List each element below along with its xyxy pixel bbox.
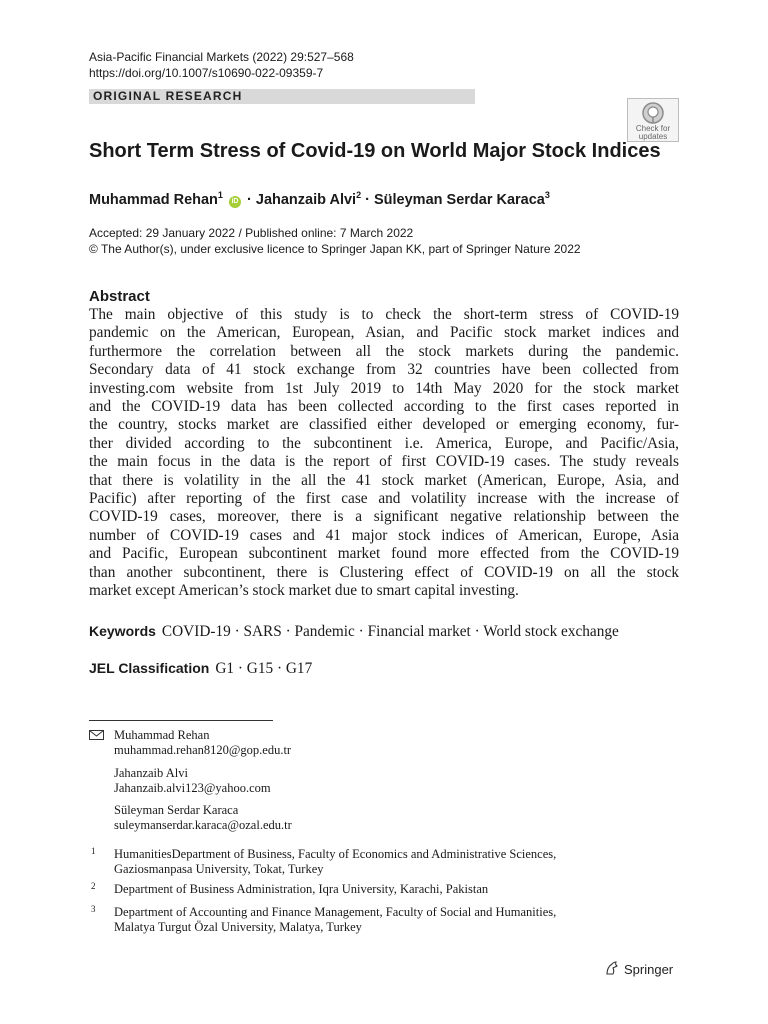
affiliation-number: 3 bbox=[91, 904, 96, 914]
abstract-line: market except American’s stock market due to smart capital investing. bbox=[89, 582, 519, 600]
envelope-icon bbox=[89, 730, 104, 740]
contact-entry bbox=[114, 803, 292, 833]
abstract-line: furthermore the correlation between all the stock markets during the pandemic. bbox=[89, 342, 679, 360]
abstract-line: number of COVID-19 cases and 41 major stock indices of American, Europe, Asia bbox=[89, 526, 679, 544]
author-2[interactable]: Jahanzaib Alvi bbox=[255, 191, 357, 208]
contact-name: Jahanzaib Alvi bbox=[114, 766, 188, 780]
contact-name: Muhammad Rehan bbox=[114, 728, 210, 742]
abstract-line: than another subcontinent, there is Clustering effect of COVID-19 on all the stock bbox=[89, 563, 679, 581]
copyright-notice: © The Author(s), under exclusive licence to Springer Japan KK, part of Springer Nature 2022 bbox=[89, 242, 581, 256]
article-type-banner bbox=[89, 89, 475, 104]
doi-link[interactable]: https://doi.org/10.1007/s10690-022-09359-7 bbox=[89, 66, 324, 80]
abstract-line: Pacific) after reporting of the first case and volatility increase with the increase of bbox=[89, 490, 679, 508]
author-separator: · bbox=[247, 191, 252, 208]
jel-classification bbox=[89, 659, 312, 678]
abstract-line: Secondary data of 41 stock exchange from 32 countries have been collected from bbox=[89, 361, 679, 379]
jel-label: JEL Classification bbox=[89, 660, 210, 676]
orcid-icon[interactable]: iD bbox=[229, 196, 241, 208]
author-2-affiliation: 2 bbox=[356, 190, 362, 200]
publisher-name: Springer bbox=[624, 962, 674, 977]
footnote-divider bbox=[89, 720, 273, 721]
updates-label: updates bbox=[638, 132, 668, 141]
author-list bbox=[89, 186, 550, 209]
abstract-line: investing.com website from 1st July 2019 to 14th May 2020 for the stock market bbox=[89, 379, 679, 397]
publication-dates: Accepted: 29 January 2022 / Published online: 7 March 2022 bbox=[89, 226, 414, 240]
abstract-line: pandemic on the American, European, Asian, and Pacific stock market indices and bbox=[89, 324, 679, 342]
affiliation-entry bbox=[114, 905, 556, 935]
affiliation-entry bbox=[114, 847, 556, 877]
springer-horse-icon bbox=[604, 960, 620, 976]
abstract-line: COVID-19 cases, moreover, there is a significant negative relationship between the bbox=[89, 508, 679, 526]
keywords bbox=[89, 622, 619, 641]
check-for-label: Check for bbox=[635, 124, 671, 133]
abstract-line: the main focus in the data is the report of first COVID-19 cases. The study reveals bbox=[89, 453, 679, 471]
abstract-heading: Abstract bbox=[89, 288, 150, 305]
affiliation-line: Gaziosmanpasa University, Tokat, Turkey bbox=[114, 862, 324, 876]
abstract-line: and the COVID-19 data has been collected according to the first cases reported in bbox=[89, 398, 679, 416]
contact-name: Süleyman Serdar Karaca bbox=[114, 803, 239, 817]
abstract-line: and Pacific, European subcontinent market found more effected from the COVID-19 bbox=[89, 545, 679, 563]
crossmark-icon bbox=[642, 102, 664, 124]
author-separator: · bbox=[365, 191, 370, 208]
article-type-label: ORIGINAL RESEARCH bbox=[93, 89, 243, 103]
keywords-text: COVID-19 · SARS · Pandemic · Financial market · World stock exchange bbox=[161, 623, 619, 640]
journal-citation: Asia-Pacific Financial Markets (2022) 29:527–568 bbox=[89, 50, 354, 64]
author-3-affiliation: 3 bbox=[544, 190, 550, 200]
contact-email[interactable]: Jahanzaib.alvi123@yahoo.com bbox=[114, 781, 271, 795]
check-for-updates-badge[interactable] bbox=[627, 98, 679, 142]
author-1-affiliation: 1 bbox=[217, 190, 223, 200]
affiliation-entry bbox=[114, 882, 488, 897]
author-1[interactable]: Muhammad Rehan bbox=[89, 191, 218, 208]
abstract-line: the country, stocks market are classified either developed or emerging economy, fur- bbox=[89, 416, 679, 434]
affiliation-line: Department of Accounting and Finance Management, Faculty of Social and Humanities, bbox=[114, 905, 557, 919]
affiliation-line: HumanitiesDepartment of Business, Faculty of Economics and Administrative Sciences, bbox=[114, 847, 557, 861]
abstract-line: The main objective of this study is to check the short-term stress of COVID-19 bbox=[89, 306, 679, 323]
keywords-label: Keywords bbox=[89, 623, 156, 639]
affiliation-line: Malatya Turgut Özal University, Malatya, Turkey bbox=[114, 920, 362, 934]
jel-text: G1 · G15 · G17 bbox=[215, 660, 313, 677]
author-3[interactable]: Süleyman Serdar Karaca bbox=[374, 191, 545, 208]
affiliation-number: 1 bbox=[91, 846, 96, 856]
contact-entry bbox=[114, 766, 271, 796]
contact-email[interactable]: muhammad.rehan8120@gop.edu.tr bbox=[114, 743, 292, 757]
contact-email[interactable]: suleymanserdar.karaca@ozal.edu.tr bbox=[114, 818, 292, 832]
publisher-logo bbox=[604, 960, 673, 978]
affiliation-line: Department of Business Administration, Iqra University, Karachi, Pakistan bbox=[114, 882, 489, 896]
abstract-line: ther divided according to the subcontinent i.e. America, Europe, and Pacific/Asia, bbox=[89, 434, 679, 452]
affiliation-number: 2 bbox=[91, 881, 96, 891]
paper-title: Short Term Stress of Covid-19 on World Major Stock Indices bbox=[89, 140, 661, 162]
abstract-line: that there is volatility in the all the 41 stock market (American, Europe, Asia, and bbox=[89, 471, 679, 489]
contact-entry bbox=[114, 728, 291, 758]
abstract-body bbox=[89, 306, 679, 601]
